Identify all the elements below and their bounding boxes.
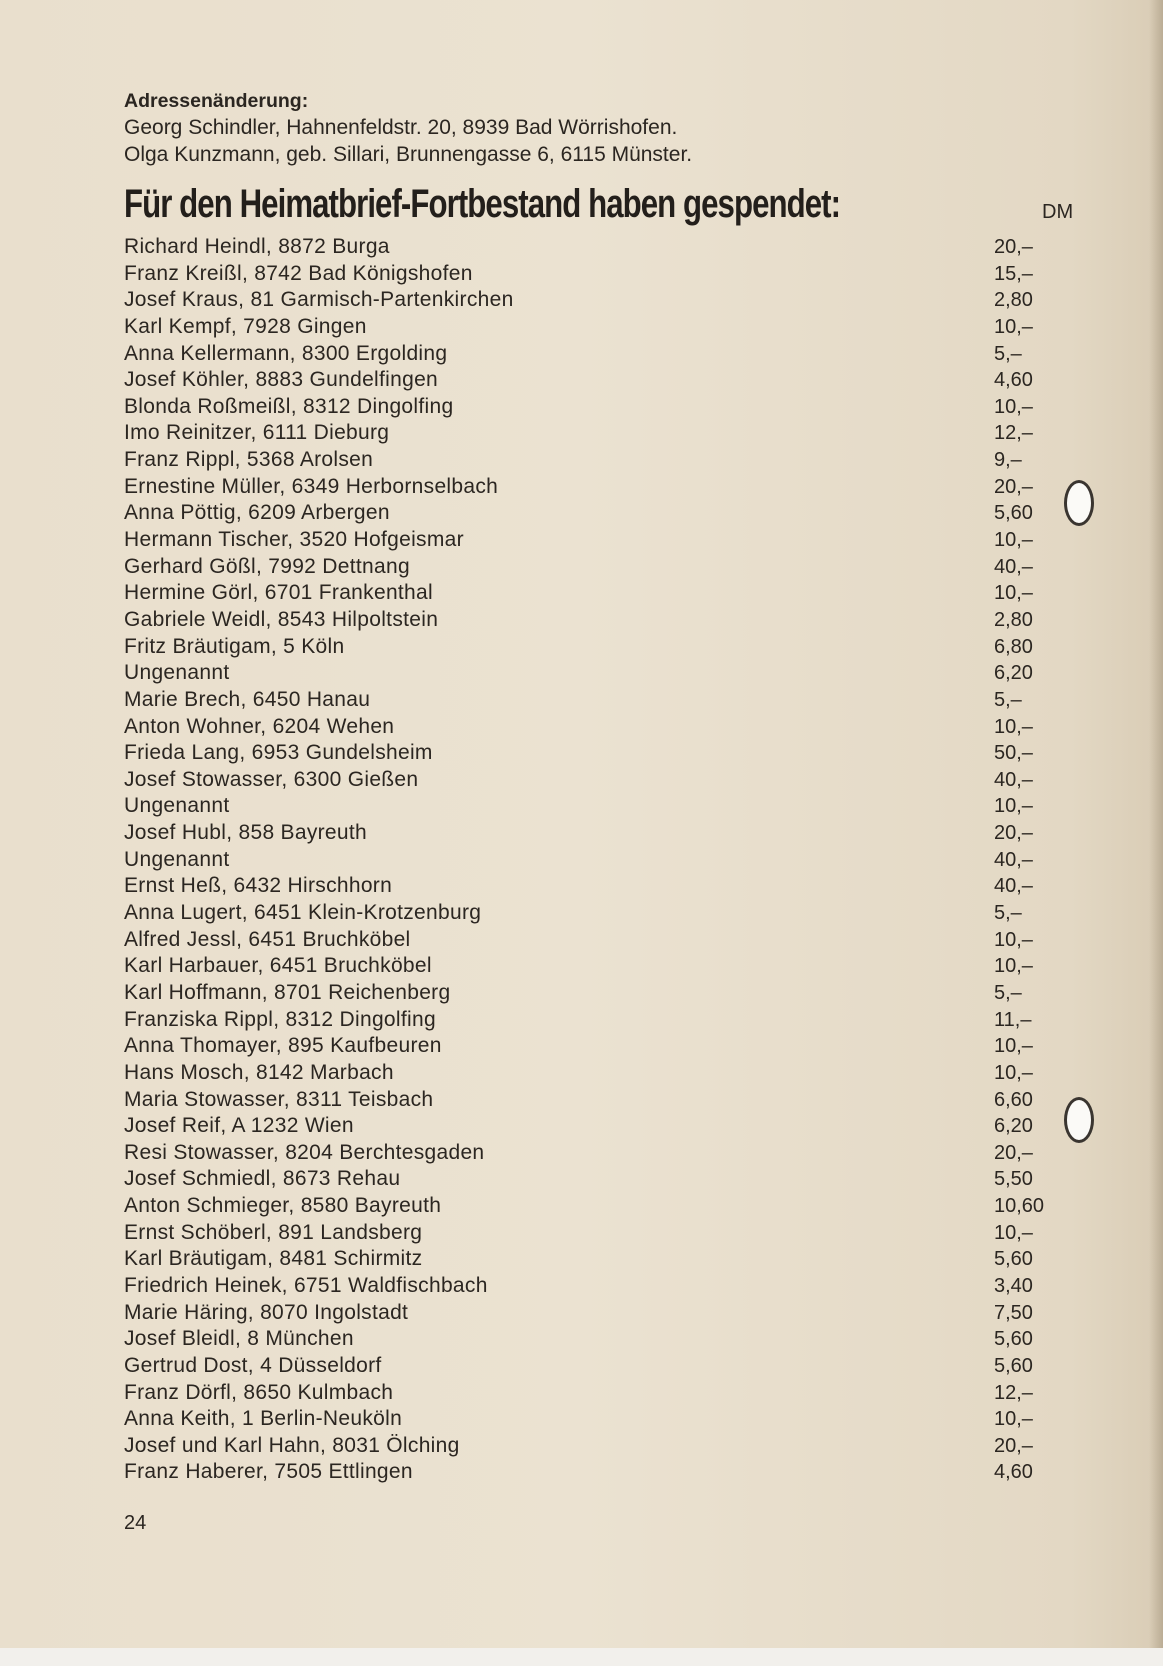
donation-amount: 10,– (994, 315, 1033, 338)
donor-row (124, 523, 1054, 550)
donation-amount: 20,– (994, 1141, 1033, 1164)
donation-amount: 10,– (994, 1035, 1033, 1058)
donation-amount: 10,– (994, 715, 1033, 738)
donation-amount: 9,– (994, 449, 1022, 472)
donor-name: Gabriele Weidl, 8543 Hilpoltstein (124, 607, 439, 631)
main-content (124, 88, 1074, 1484)
donor-name: Frieda Lang, 6953 Gundelsheim (124, 741, 433, 765)
donor-row (124, 1003, 1054, 1030)
donor-row (124, 1216, 1054, 1243)
donation-amount: 15,– (994, 262, 1033, 285)
donation-amount: 10,– (994, 928, 1033, 951)
donation-amount: 10,– (994, 529, 1033, 552)
donor-row (124, 230, 1054, 257)
donor-row (124, 603, 1054, 630)
donation-amount: 40,– (994, 875, 1033, 898)
page-bottom-margin (0, 1648, 1163, 1666)
page-edge-shadow (1149, 0, 1163, 1666)
donor-row (124, 576, 1054, 603)
donation-amount: 10,– (994, 395, 1033, 418)
donor-row (124, 310, 1054, 337)
donor-name: Franz Dörfl, 8650 Kulmbach (124, 1380, 394, 1404)
donor-name: Josef Reif, A 1232 Wien (124, 1114, 354, 1138)
donor-row (124, 390, 1054, 417)
donation-amount: 6,20 (994, 1115, 1033, 1138)
donation-amount: 10,– (994, 582, 1033, 605)
donation-amount: 6,80 (994, 635, 1033, 658)
donor-row (124, 949, 1054, 976)
donation-amount: 5,– (994, 981, 1022, 1004)
donor-name: Anton Schmieger, 8580 Bayreuth (124, 1194, 442, 1218)
donor-list (124, 230, 1054, 1482)
donor-row (124, 1296, 1054, 1323)
donor-row (124, 1322, 1054, 1349)
donation-amount: 50,– (994, 742, 1033, 765)
donor-row (124, 1083, 1054, 1110)
donation-amount: 5,– (994, 902, 1022, 925)
donor-name: Blonda Roßmeißl, 8312 Dingolfing (124, 394, 454, 418)
donor-name: Anna Lugert, 6451 Klein-Krotzenburg (124, 901, 482, 925)
donation-amount: 12,– (994, 422, 1033, 445)
donor-row (124, 683, 1054, 710)
donor-name: Josef Bleidl, 8 München (124, 1327, 354, 1351)
donor-name: Karl Harbauer, 6451 Bruchköbel (124, 954, 432, 978)
donor-row (124, 923, 1054, 950)
donor-name: Gerhard Gößl, 7992 Dettnang (124, 554, 410, 578)
donor-name: Ungenannt (124, 794, 230, 818)
donor-name: Karl Kempf, 7928 Gingen (124, 314, 367, 338)
donation-amount: 40,– (994, 768, 1033, 791)
donor-name: Fritz Bräutigam, 5 Köln (124, 634, 345, 658)
donor-name: Resi Stowasser, 8204 Berchtesgaden (124, 1140, 485, 1164)
page-number: 24 (124, 1512, 147, 1534)
donor-name: Anna Pöttig, 6209 Arbergen (124, 501, 390, 525)
donor-row (124, 869, 1054, 896)
donation-amount: 4,60 (994, 1461, 1033, 1484)
donor-name: Josef Köhler, 8883 Gundelfingen (124, 368, 439, 392)
donor-name: Friedrich Heinek, 6751 Waldfischbach (124, 1273, 488, 1297)
donor-row (124, 1376, 1054, 1403)
donation-amount: 20,– (994, 1434, 1033, 1457)
donor-row (124, 416, 1054, 443)
donor-row (124, 363, 1054, 390)
donation-amount: 10,– (994, 1061, 1033, 1084)
donor-name: Ernestine Müller, 6349 Herbornselbach (124, 474, 499, 498)
donor-row (124, 550, 1054, 577)
donation-amount: 5,60 (994, 502, 1033, 525)
donor-name: Anna Thomayer, 895 Kaufbeuren (124, 1034, 442, 1058)
donor-row (124, 470, 1054, 497)
donor-name: Alfred Jessl, 6451 Bruchköbel (124, 927, 411, 951)
donation-amount: 5,60 (994, 1248, 1033, 1271)
donor-name: Franz Rippl, 5368 Arolsen (124, 448, 374, 472)
donor-row (124, 1349, 1054, 1376)
donation-amount: 20,– (994, 236, 1033, 258)
donor-name: Josef und Karl Hahn, 8031 Ölching (124, 1433, 460, 1457)
donor-row (124, 1109, 1054, 1136)
donor-row (124, 283, 1054, 310)
donor-name: Karl Bräutigam, 8481 Schirmitz (124, 1247, 423, 1271)
donation-amount: 40,– (994, 848, 1033, 871)
donor-row (124, 763, 1054, 790)
donor-name: Ungenannt (124, 847, 230, 871)
donor-row (124, 976, 1054, 1003)
donor-name: Josef Schmiedl, 8673 Rehau (124, 1167, 401, 1191)
address-change-line: Olga Kunzmann, geb. Sillari, Brunnengasse 6, 6115 Münster. (124, 143, 693, 166)
donor-name: Anna Kellermann, 8300 Ergolding (124, 341, 448, 365)
donor-name: Hermann Tischer, 3520 Hofgeismar (124, 528, 464, 552)
donor-row (124, 1189, 1054, 1216)
donor-name: Franz Haberer, 7505 Ettlingen (124, 1460, 413, 1484)
donor-row (124, 1429, 1054, 1456)
donation-amount: 6,20 (994, 662, 1033, 685)
donation-amount: 10,60 (994, 1195, 1045, 1218)
donor-row (124, 496, 1054, 523)
donor-row (124, 1242, 1054, 1269)
donor-name: Hans Mosch, 8142 Marbach (124, 1060, 394, 1084)
currency-unit: DM (1042, 201, 1074, 223)
donor-name: Marie Brech, 6450 Hanau (124, 687, 371, 711)
donor-row (124, 1136, 1054, 1163)
donation-amount: 12,– (994, 1381, 1033, 1404)
donor-row (124, 1455, 1054, 1482)
donor-row (124, 1402, 1054, 1429)
donation-amount: 6,60 (994, 1088, 1033, 1111)
donation-amount: 5,– (994, 688, 1022, 711)
donor-row (124, 443, 1054, 470)
donor-name: Josef Stowasser, 6300 Gießen (124, 767, 419, 791)
donor-name: Ernst Schöberl, 891 Landsberg (124, 1220, 423, 1244)
donation-amount: 7,50 (994, 1301, 1033, 1324)
donor-row (124, 1056, 1054, 1083)
donor-name: Ernst Heß, 6432 Hirschhorn (124, 874, 393, 898)
donation-amount: 10,– (994, 795, 1033, 818)
address-change-line: Georg Schindler, Hahnenfeldstr. 20, 8939 Bad Wörrishofen. (124, 116, 678, 139)
donor-name: Anton Wohner, 6204 Wehen (124, 714, 395, 738)
punch-hole-top (1064, 480, 1094, 526)
donor-name: Ungenannt (124, 661, 230, 685)
donor-name: Karl Hoffmann, 8701 Reichenberg (124, 980, 451, 1004)
donor-row (124, 896, 1054, 923)
donor-row (124, 1269, 1054, 1296)
donation-amount: 2,80 (994, 289, 1033, 312)
donation-amount: 3,40 (994, 1274, 1033, 1297)
donor-row (124, 710, 1054, 737)
donation-amount: 10,– (994, 1408, 1033, 1431)
donor-name: Maria Stowasser, 8311 Teisbach (124, 1087, 434, 1111)
donation-amount: 20,– (994, 475, 1033, 498)
donor-row (124, 257, 1054, 284)
donor-name: Imo Reinitzer, 6111 Dieburg (124, 421, 390, 445)
donor-name: Marie Häring, 8070 Ingolstadt (124, 1300, 409, 1324)
donor-row (124, 843, 1054, 870)
donation-amount: 5,– (994, 342, 1022, 365)
punch-hole-bottom (1064, 1097, 1094, 1143)
donor-name: Richard Heindl, 8872 Burga (124, 235, 390, 258)
donation-amount: 40,– (994, 555, 1033, 578)
donations-title: Für den Heimatbrief-Fortbestand haben gespendet: (124, 182, 841, 226)
donor-name: Gertrud Dost, 4 Düsseldorf (124, 1353, 382, 1377)
donor-name: Anna Keith, 1 Berlin-Neuköln (124, 1407, 403, 1431)
donor-name: Franz Kreißl, 8742 Bad Königshofen (124, 261, 473, 285)
donation-amount: 10,– (994, 1221, 1033, 1244)
donor-name: Josef Kraus, 81 Garmisch-Partenkirchen (124, 288, 514, 312)
donor-row (124, 337, 1054, 364)
donor-row (124, 1029, 1054, 1056)
donor-row (124, 789, 1054, 816)
donation-amount: 5,60 (994, 1354, 1033, 1377)
donation-amount: 20,– (994, 822, 1033, 845)
donation-amount: 2,80 (994, 608, 1033, 631)
donation-amount: 11,– (994, 1008, 1032, 1031)
donor-row (124, 656, 1054, 683)
donation-amount: 4,60 (994, 369, 1033, 392)
donor-row (124, 736, 1054, 763)
donor-name: Josef Hubl, 858 Bayreuth (124, 821, 368, 845)
address-change-heading: Adressenänderung: (124, 90, 309, 112)
donor-row (124, 816, 1054, 843)
donor-row (124, 630, 1054, 657)
donor-row (124, 1162, 1054, 1189)
donation-amount: 5,50 (994, 1168, 1033, 1191)
donor-name: Hermine Görl, 6701 Frankenthal (124, 581, 433, 605)
donations-header (124, 174, 1074, 226)
donation-amount: 10,– (994, 955, 1033, 978)
donation-amount: 5,60 (994, 1328, 1033, 1351)
donor-name: Franziska Rippl, 8312 Dingolfing (124, 1007, 436, 1031)
